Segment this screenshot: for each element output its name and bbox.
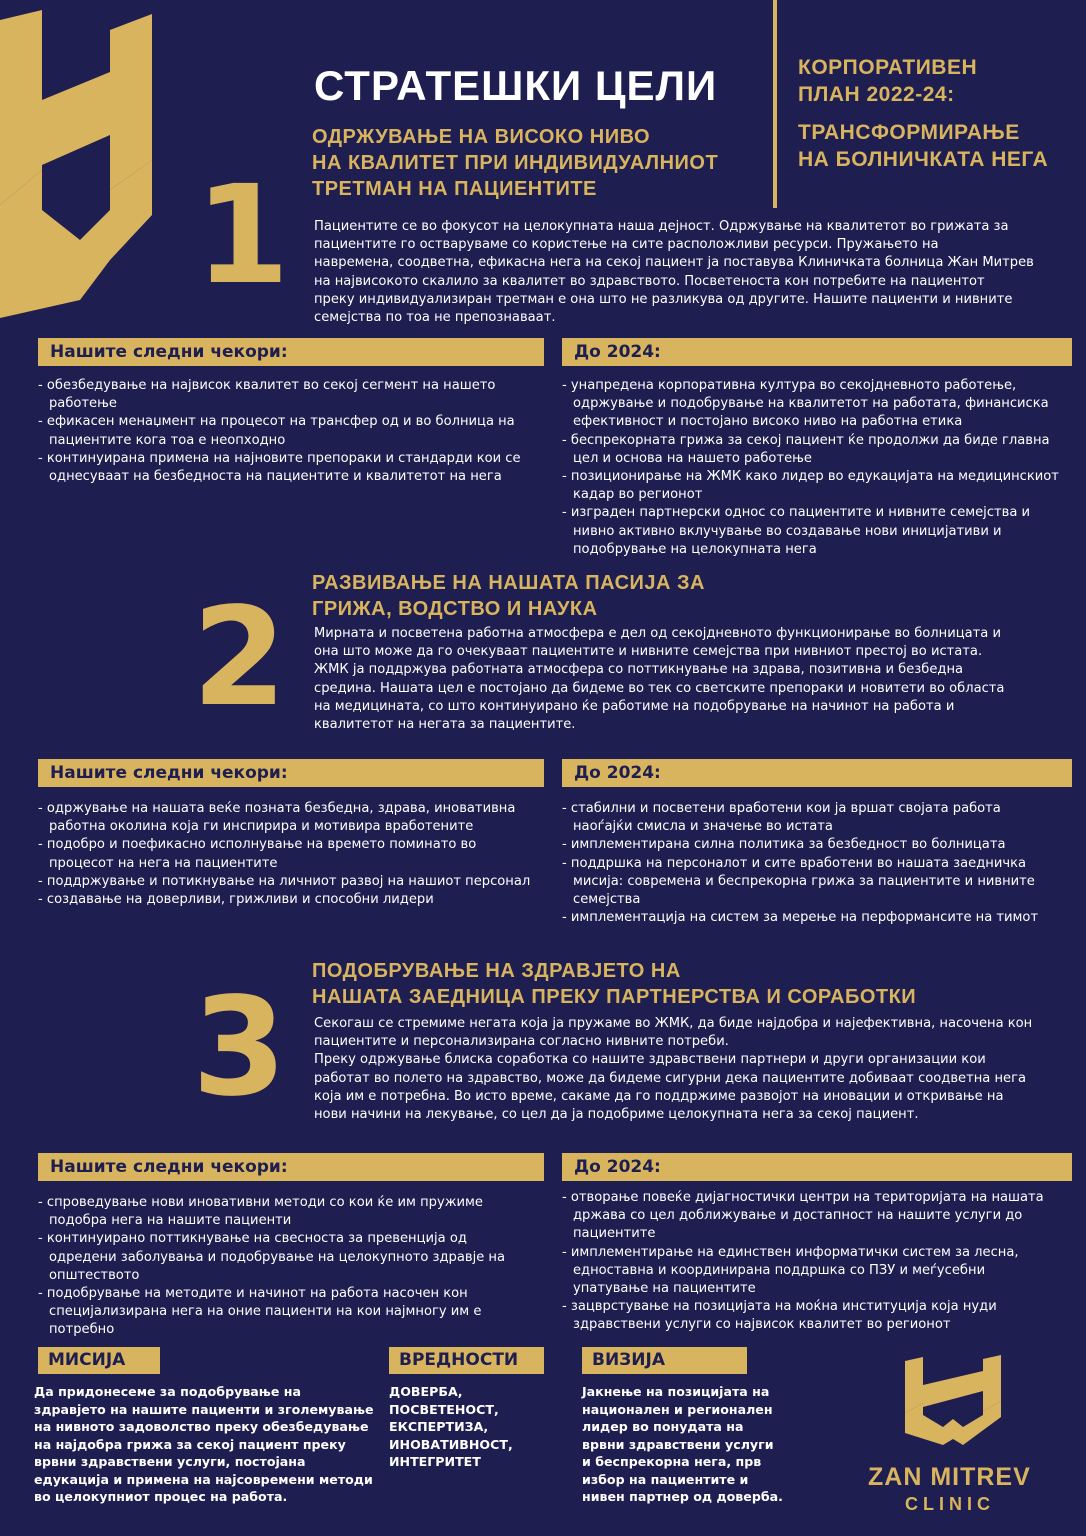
paragraph-line: семејства по тоа не препознаваат.: [314, 310, 556, 326]
list-item: - поддржување и потикнување на личниот развој на нашиот персонал: [38, 873, 553, 891]
section-title-line: ГРИЖА, ВОДСТВО И НАУКА: [312, 598, 598, 620]
next-steps-bar-3: Нашите следни чекори:: [38, 1153, 544, 1181]
list-item: - обезбедување на највисок квалитет во секој сегмент на нашето работење: [38, 377, 548, 413]
section-3-title: [312, 958, 916, 1010]
section-title-line: ОДРЖУВАЊЕ НА ВИСОКО НИВО: [312, 126, 651, 148]
clinic-logo-fragment: [0, 0, 160, 320]
list-item: - поддршка на персоналот и сите вработени во нашата заедничка мисија: современа и беспрекорна грижа за пациентите и нивните семејства: [562, 855, 1082, 910]
paragraph-line: она што може да го очекуваат пациентите и нивните семејства при нивниот престој во истата.: [314, 644, 983, 660]
text-line: нивен партнер од доверба.: [582, 1489, 783, 1504]
section-2-steps-list: [38, 800, 553, 909]
mission-text: [34, 1383, 379, 1506]
text-line: ИНТЕГРИТЕТ: [389, 1454, 481, 1469]
text-line: здравјето на нашите пациенти и зголемување: [34, 1401, 374, 1417]
list-item: - континуирано поттикнување на свесноста за превенција од одредени заболувања и подобрување на целокупното здравје на општеството: [38, 1230, 553, 1285]
header-divider: [773, 0, 777, 208]
corporate-plan-heading: [798, 54, 1078, 173]
paragraph-line: Преку одржување блиска соработка со нашите здравствени партнери и други организации кои: [314, 1052, 986, 1068]
section-3-goals-list: [562, 1189, 1082, 1335]
text-line: врвни здравствени услуги, постојана: [34, 1454, 306, 1469]
list-item: - подобрување на методите и начинот на работа насочен кон специјализирана нега на оние пациенти на кои најмногу им е потребно: [38, 1285, 553, 1340]
section-number-2: 2: [192, 579, 287, 737]
list-item: - стабилни и посветени вработени кои ја вршат својата работа наоѓајќи смисла и значење во истата: [562, 800, 1082, 836]
corp-plan-line: ПЛАН 2022-24:: [798, 83, 955, 106]
text-line: Јакнење на позицијата на: [582, 1384, 770, 1399]
section-2-goals-list: [562, 800, 1082, 927]
list-item: - континуирана примена на најновите препораки и стандарди кои се однесуваат на безбедноста на пациентите и квалитетот на нега: [38, 450, 548, 486]
text-line: Да придонесеме за подобрување на: [34, 1384, 301, 1399]
list-item: - одржување на нашата веќе позната безбедна, здрава, иновативна работна околина која ги инспирира и мотивира вработените: [38, 800, 553, 836]
text-line: во целокупниот процес на работа.: [34, 1489, 288, 1504]
corp-plan-subtitle-line: ТРАНСФОРМИРАЊЕ: [798, 121, 1020, 144]
paragraph-line: Секогаш се стремиме негата која ја пружаме во ЖМК, да биде најдобра и најефективна, насочена кон: [314, 1016, 1033, 1031]
paragraph-line: Мирната и посветена работна атмосфера е дел од секојдневното функционирање во болницата и: [314, 626, 1002, 641]
paragraph-line: ЖМК ја поддржува работната атмосфера со поттикнување на здрава, позитивна и безбедна: [314, 662, 964, 678]
section-title-line: ПОДОБРУВАЊЕ НА ЗДРАВЈЕТО НА: [312, 960, 681, 982]
paragraph-line: пациентите го остваруваме со користење на сите расположливи ресурси. Пружањето на: [314, 237, 939, 253]
list-item: - имплементирање на единствен информатички систем за лесна, едноставна и координирана поддршка со ПЗУ и меѓусебни упатување на пациентите: [562, 1244, 1082, 1299]
mission-title: МИСИЈА: [38, 1347, 160, 1374]
vision-text: [582, 1383, 822, 1506]
list-item: - изграден партнерски однос со пациентите и нивните семејства и нивно активно вклучување во создавање нови иницијативи и подобрување на целокупната нега: [562, 504, 1077, 559]
list-item: - создавање на доверливи, грижливи и способни лидери: [38, 891, 553, 909]
section-1-title: [312, 124, 718, 202]
values-title: ВРЕДНОСТИ: [389, 1347, 544, 1374]
paragraph-line: Пациентите се во фокусот на целокупната наша дејност. Одржување на квалитетот во грижата за: [314, 219, 1009, 234]
paragraph-line: нови начини на лекување, со цел да ја подобриме целокупната нега за секој пациент.: [314, 1107, 919, 1123]
list-item: - имплементирана силна политика за безбедност во болницата: [562, 836, 1082, 854]
section-number-1: 1: [195, 157, 290, 315]
paragraph-line: навремена, соодветна, ефикасна нега на секој пациент ја поставува Клиничката болница Жан Митрев: [314, 255, 1034, 271]
list-item: - ефикасен менаџмент на процесот на трансфер од и во болница на пациентите кога тоа е неопходно: [38, 413, 548, 449]
paragraph-line: преку индивидуализиран третман е она што не разликува од другите. Нашите пациенти и нивните: [314, 291, 1013, 307]
section-1-steps-list: [38, 377, 548, 486]
list-item: - спроведување нови иновативни методи со кои ќе им пружиме подобра нега на нашите пациенти: [38, 1194, 553, 1230]
section-title-line: НАШАТА ЗАЕДНИЦА ПРЕКУ ПАРТНЕРСТВА И СОРАБОТКИ: [312, 986, 917, 1008]
paragraph-line: која им е потребна. Во исто време, сакаме да го поддржиме развојот на иновации и откривање на: [314, 1088, 1004, 1104]
section-2-title: [312, 570, 705, 622]
section-1-goals-list: [562, 377, 1077, 559]
text-line: врвни здравствени услуги: [582, 1436, 774, 1452]
text-line: ДОВЕРБА,: [389, 1384, 463, 1399]
next-steps-bar-1: Нашите следни чекори:: [38, 338, 544, 366]
text-line: национален и регионален: [582, 1401, 773, 1417]
list-item: - подобро и поефикасно исполнување на времето поминато во процесот на нега на пациентите: [38, 836, 553, 872]
section-number-3: 3: [192, 969, 287, 1127]
text-line: ЕКСПЕРТИЗА,: [389, 1419, 489, 1434]
corp-plan-line: КОРПОРАТИВЕН: [798, 56, 978, 79]
section-title-line: ТРЕТМАН НА ПАЦИЕНТИТЕ: [312, 178, 597, 200]
page-title: СТРАТЕШКИ ЦЕЛИ: [314, 62, 718, 109]
vision-title: ВИЗИЈА: [582, 1347, 747, 1374]
section-3-steps-list: [38, 1194, 553, 1340]
text-line: и беспрекорна нега, прв: [582, 1454, 762, 1469]
section-title-line: РАЗВИВАЊЕ НА НАШАТА ПАСИЈА ЗА: [312, 572, 705, 594]
list-item: - унапредена корпоративна култура во секојдневното работење, одржување и подобрување на квалитетот на работата, финансиска ефективност и постојано високо ниво на работна етика: [562, 377, 1077, 432]
text-line: лидер во понудата на: [582, 1419, 744, 1434]
text-line: едукација и примена на најсовремени методи: [34, 1471, 373, 1487]
text-line: на најдобра грижа за секој пациент преку: [34, 1436, 346, 1452]
text-line: избор на пациентите и: [582, 1471, 749, 1487]
paragraph-line: на највисокото скалило за квалитет во здравството. Посветеноста кон потребите на пациентот: [314, 273, 985, 289]
brand-subtitle: CLINIC: [905, 1494, 995, 1514]
goals-2024-bar-3: До 2024:: [562, 1153, 1072, 1181]
paragraph-line: средина. Нашата цел е постојано да бидеме во тек со светските препораки и новитети во областа: [314, 680, 1005, 696]
list-item: - отворање повеќе дијагностички центри на територијата на нашата држава со цел доближување и достапност на нашите услуги до пациентите: [562, 1189, 1082, 1244]
goals-2024-bar-2: До 2024:: [562, 759, 1072, 787]
section-title-line: НА КВАЛИТЕТ ПРИ ИНДИВИДУАЛНИОТ: [312, 152, 719, 174]
values-text: [389, 1383, 564, 1471]
text-line: на нивното задоволство преку обезбедување: [34, 1419, 369, 1434]
clinic-logo-icon: [905, 1355, 1001, 1447]
goals-2024-bar-1: До 2024:: [562, 338, 1072, 366]
section-2-paragraph: [314, 625, 1004, 734]
text-line: ПОСВЕТЕНОСТ,: [389, 1401, 499, 1417]
list-item: - зацврстување на позицијата на моќна институција која нуди здравствени услуги со највисок квалитет во регионот: [562, 1298, 1082, 1334]
list-item: - позиционирање на ЖМК како лидер во едукацијата на медицинскиот кадар во регионот: [562, 468, 1077, 504]
section-1-paragraph: [314, 218, 1034, 327]
paragraph-line: пациентите и персонализирана согласно нивните потреби.: [314, 1034, 729, 1050]
paragraph-line: на медицината, со што континуирано ќе работиме на подобрување на начинот на работа и: [314, 698, 955, 714]
paragraph-line: работат во полето на здравство, може да бидеме сигурни дека пациентите добиваат соодветна нега: [314, 1070, 1027, 1086]
next-steps-bar-2: Нашите следни чекори:: [38, 759, 544, 787]
list-item: - беспрекорната грижа за секој пациент ќе продолжи да биде главна цел и основа на нашето работење: [562, 432, 1077, 468]
list-item: - имплементација на систем за мерење на перформансите на тимот: [562, 909, 1082, 927]
brand-name: ZAN MITREV: [868, 1463, 1031, 1491]
text-line: ИНОВАТИВНОСТ,: [389, 1436, 513, 1452]
paragraph-line: квалитетот на негата за пациентите.: [314, 717, 576, 733]
section-3-paragraph: [314, 1015, 1032, 1124]
corp-plan-subtitle-line: НА БОЛНИЧКАТА НЕГА: [798, 148, 1049, 171]
